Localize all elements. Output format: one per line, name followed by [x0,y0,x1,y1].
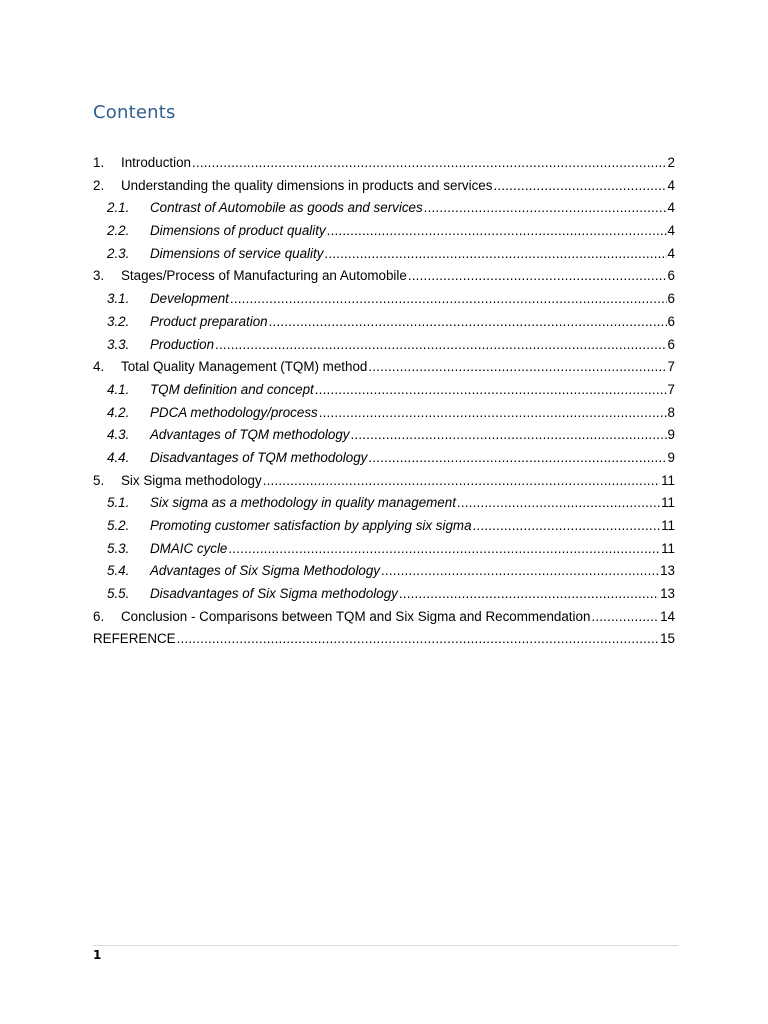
toc-entry-page: 11 [661,540,675,556]
toc-entry-page: 7 [667,359,675,375]
toc-entry-automobile-contrast[interactable] [93,198,675,221]
toc-entry-title: Understanding the quality dimensions in products and services [121,177,493,193]
footer-divider [93,945,678,946]
toc-dot-leader [263,471,660,491]
toc-entry-introduction[interactable] [93,153,675,176]
toc-entry-service-quality[interactable] [93,244,675,267]
toc-entry-page: 11 [661,495,675,511]
toc-entry-page: 8 [667,404,675,420]
toc-entry-number: 2.2. [107,223,130,239]
toc-entry-page: 11 [661,472,675,488]
table-of-contents [93,153,675,652]
toc-entry-six-sigma-quality-management[interactable] [93,493,675,516]
toc-entry-number: 1. [93,155,105,170]
toc-entry-page: 2 [667,155,675,170]
toc-entry-page: 6 [667,313,675,329]
toc-entry-page: 7 [667,381,675,397]
toc-entry-title: Stages/Process of Manufacturing an Automobile [121,268,407,284]
toc-entry-number: 5.1. [107,495,130,511]
toc-entry-page: 4 [667,200,675,216]
toc-dot-leader [408,266,667,286]
toc-entry-page: 4 [667,245,675,261]
toc-entry-title: Conclusion - Comparisons between TQM and Six Sigma and Recommendation [121,608,591,624]
toc-entry-number: 5.2. [107,518,130,533]
toc-dot-leader [215,335,667,355]
toc-entry-number: 4.1. [107,381,130,397]
toc-entry-number: 3.1. [107,291,130,307]
toc-dot-leader [350,425,666,445]
toc-entry-number: 3. [93,268,105,284]
toc-entry-title: Disadvantages of TQM methodology [150,449,368,465]
toc-entry-number: 3.2. [107,313,130,329]
toc-entry-page: 15 [660,631,675,647]
toc-dot-leader [230,289,667,309]
toc-entry-page: 9 [667,427,675,443]
toc-entry-title: Six sigma as a methodology in quality management [150,495,456,511]
toc-entry-page: 13 [660,586,675,602]
toc-entry-title: Six Sigma methodology [121,472,262,488]
toc-entry-product-preparation[interactable] [93,312,675,335]
toc-entry-tqm-disadvantages[interactable] [93,448,675,471]
toc-entry-title: Development [150,291,229,307]
toc-dot-leader [424,198,667,218]
toc-dot-leader [457,493,660,513]
toc-entry-dmaic[interactable] [93,539,675,562]
toc-dot-leader [228,539,660,559]
toc-entry-number: 4.4. [107,449,130,465]
toc-entry-number: 2.3. [107,245,130,261]
toc-entry-title: REFERENCE [93,631,176,647]
toc-entry-page: 6 [667,268,675,284]
toc-entry-number: 2.1. [107,200,130,216]
toc-entry-page: 14 [660,608,675,624]
toc-entry-number: 5.4. [107,563,130,579]
toc-dot-leader [381,561,659,581]
toc-entry-page: 9 [667,449,675,465]
toc-dot-leader [399,584,659,604]
toc-entry-title: Dimensions of service quality [150,245,324,261]
toc-entry-title: Introduction [121,155,191,170]
toc-entry-title: PDCA methodology/process [150,404,318,420]
toc-dot-leader [177,629,660,649]
toc-entry-six-sigma-advantages[interactable] [93,561,675,584]
toc-entry-production[interactable] [93,335,675,358]
toc-entry-product-quality[interactable] [93,221,675,244]
toc-heading: Contents [93,102,176,123]
toc-entry-manufacturing-stages[interactable] [93,266,675,289]
toc-entry-six-sigma-disadvantages[interactable] [93,584,675,607]
page-number: 1 [93,948,102,962]
toc-entry-number: 3.3. [107,336,130,352]
toc-entry-six-sigma[interactable] [93,471,675,494]
toc-entry-title: Promoting customer satisfaction by applying six sigma [150,518,472,533]
toc-entry-title: DMAIC cycle [150,540,228,556]
toc-entry-pdca[interactable] [93,403,675,426]
toc-entry-title: TQM definition and concept [150,381,314,397]
toc-dot-leader [315,380,667,400]
toc-entry-tqm-definition[interactable] [93,380,675,403]
toc-entry-number: 2. [93,177,105,193]
toc-dot-leader [473,516,661,536]
toc-entry-title: Contrast of Automobile as goods and services [150,200,423,216]
toc-dot-leader [591,607,659,627]
toc-entry-title: Dimensions of product quality [150,223,326,239]
toc-entry-page: 4 [667,177,675,193]
toc-dot-leader [269,312,667,332]
toc-entry-page: 6 [667,336,675,352]
toc-dot-leader [327,221,667,241]
toc-entry-conclusion[interactable] [93,607,675,630]
toc-entry-title: Advantages of TQM methodology [150,427,350,443]
toc-entry-number: 4.3. [107,427,130,443]
toc-dot-leader [368,448,666,468]
toc-entry-number: 5.3. [107,540,130,556]
toc-dot-leader [319,403,667,423]
toc-entry-number: 5.5. [107,586,130,602]
toc-entry-title: Advantages of Six Sigma Methodology [150,563,381,579]
toc-entry-title: Production [150,336,215,352]
toc-entry-number: 5. [93,472,105,488]
toc-entry-title: Disadvantages of Six Sigma methodology [150,586,398,602]
toc-entry-page: 11 [661,518,675,533]
toc-entry-page: 13 [660,563,675,579]
toc-entry-title: Total Quality Management (TQM) method [121,359,368,375]
toc-entry-page: 4 [667,223,675,239]
toc-entry-tqm-advantages[interactable] [93,425,675,448]
toc-entry-title: Product preparation [150,313,268,329]
toc-entry-reference[interactable] [93,629,675,652]
toc-dot-leader [192,153,667,173]
toc-entry-number: 6. [93,608,105,624]
toc-dot-leader [493,176,666,196]
toc-entry-number: 4.2. [107,404,130,420]
toc-entry-tqm-method[interactable] [93,357,675,380]
toc-entry-page: 6 [667,291,675,307]
toc-dot-leader [368,357,666,377]
toc-entry-quality-dimensions[interactable] [93,176,675,199]
toc-entry-customer-satisfaction[interactable] [93,516,675,539]
toc-entry-development[interactable] [93,289,675,312]
toc-dot-leader [324,244,666,264]
toc-entry-number: 4. [93,359,105,375]
